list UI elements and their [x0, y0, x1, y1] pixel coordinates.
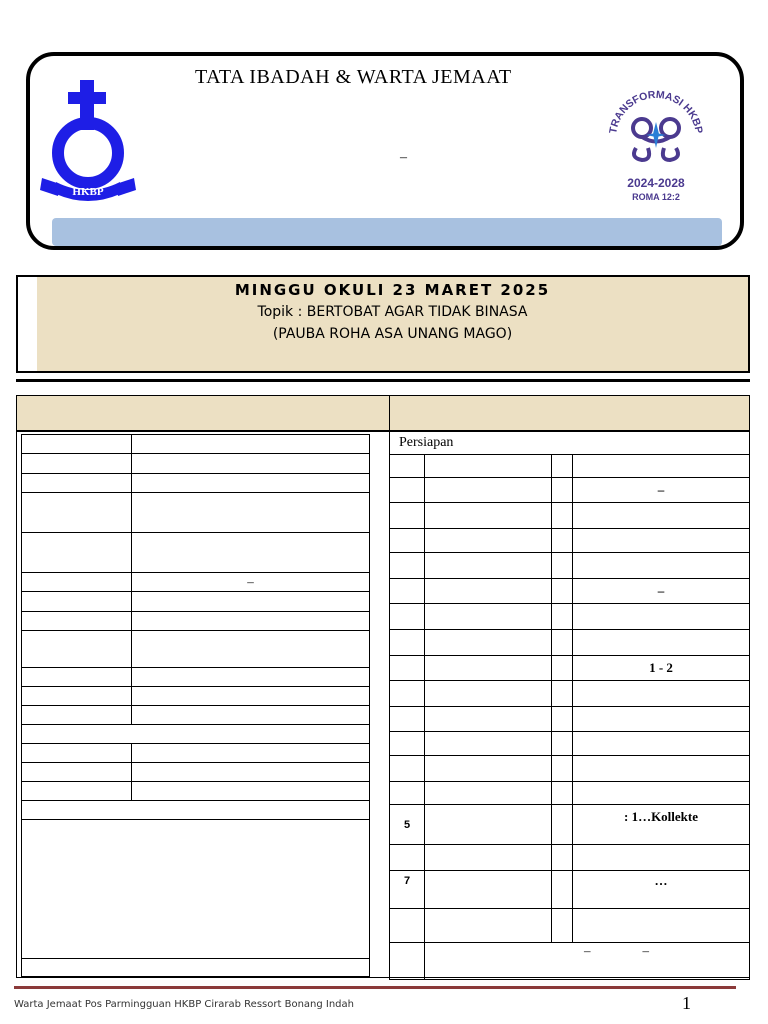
table-cell — [22, 435, 132, 454]
table-cell — [425, 871, 552, 909]
row-number — [390, 579, 425, 604]
table-cell — [552, 656, 573, 681]
row-number — [390, 656, 425, 681]
page-number: 1 — [682, 993, 691, 1013]
row-detail — [573, 529, 750, 553]
header-dash: – — [400, 150, 407, 165]
table-cell — [425, 455, 552, 478]
topic-title: Topik : BERTOBAT AGAR TIDAK BINASA — [257, 304, 528, 320]
row-detail: – – — [425, 943, 750, 980]
table-cell — [132, 687, 370, 706]
persiapan-label: Persiapan — [399, 435, 454, 450]
table-cell — [552, 805, 573, 845]
table-cell — [425, 707, 552, 732]
row-number — [390, 707, 425, 732]
table-cell — [552, 732, 573, 756]
table-cell — [132, 592, 370, 612]
table-cell — [22, 744, 132, 763]
table-cell — [132, 763, 370, 782]
table-cell — [22, 687, 132, 706]
table-cell — [552, 756, 573, 782]
table-cell — [22, 706, 132, 725]
row-number — [390, 756, 425, 782]
table-cell — [552, 553, 573, 579]
svg-text:HKBP: HKBP — [72, 186, 104, 198]
table-cell — [22, 763, 132, 782]
table-cell — [552, 630, 573, 656]
table-cell — [132, 744, 370, 763]
table-cell — [132, 612, 370, 631]
row-detail: 1 - 2 — [573, 656, 750, 681]
table-cell — [425, 503, 552, 529]
table-cell — [132, 435, 370, 454]
table-cell — [552, 478, 573, 503]
table-cell — [132, 454, 370, 474]
topic-subtitle: (PAUBA ROHA ASA UNANG MAGO) — [272, 326, 513, 342]
row-detail: : 1…Kollekte — [573, 805, 750, 845]
left-notes-box — [21, 819, 370, 959]
row-detail — [573, 503, 750, 529]
table-cell — [132, 474, 370, 493]
table-cell-dash: – — [132, 573, 370, 592]
table-cell — [425, 478, 552, 503]
table-cell — [425, 630, 552, 656]
row-number — [390, 478, 425, 503]
row-detail — [573, 681, 750, 707]
table-cell — [425, 756, 552, 782]
table-cell — [22, 493, 132, 533]
table-cell — [552, 782, 573, 805]
row-number — [390, 630, 425, 656]
table-cell — [425, 909, 552, 943]
table-cell — [425, 579, 552, 604]
transformasi-verse: ROMA 12:2 — [632, 192, 680, 202]
row-number — [390, 782, 425, 805]
table-cell — [425, 553, 552, 579]
liturgy-table — [389, 454, 750, 980]
svg-text:TRANSFORMASI HKBP: TRANSFORMASI HKBP — [607, 88, 705, 135]
table-cell — [22, 474, 132, 493]
left-info-table — [21, 434, 370, 820]
service-date-title: MINGGU OKULI 23 MARET 2025 — [234, 281, 551, 299]
table-cell — [22, 573, 132, 592]
table-cell — [132, 706, 370, 725]
row-number — [390, 732, 425, 756]
footer-text: Warta Jemaat Pos Parmingguan HKBP Cirarab Ressort Bonang Indah — [14, 999, 354, 1010]
table-cell — [552, 579, 573, 604]
table-cell — [425, 529, 552, 553]
table-cell — [552, 681, 573, 707]
hkbp-logo — [38, 78, 138, 203]
table-cell — [22, 612, 132, 631]
row-number — [390, 943, 425, 980]
table-cell — [552, 707, 573, 732]
row-number — [390, 455, 425, 478]
table-cell — [552, 871, 573, 909]
row-detail — [573, 909, 750, 943]
table-cell — [552, 455, 573, 478]
row-detail — [573, 707, 750, 732]
table-cell-span — [22, 725, 370, 744]
row-detail: – — [573, 579, 750, 604]
row-detail — [573, 604, 750, 630]
left-column-header — [16, 395, 390, 431]
table-cell — [552, 604, 573, 630]
table-cell — [22, 668, 132, 687]
table-cell — [22, 454, 132, 474]
transformasi-years: 2024-2028 — [627, 176, 685, 190]
row-detail: … — [573, 871, 750, 909]
row-detail — [573, 845, 750, 871]
table-cell — [132, 631, 370, 668]
table-cell — [22, 533, 132, 573]
row-detail — [573, 782, 750, 805]
table-cell — [552, 845, 573, 871]
section-divider — [16, 379, 750, 382]
row-detail — [573, 756, 750, 782]
table-cell — [425, 656, 552, 681]
table-cell — [22, 631, 132, 668]
table-cell — [132, 533, 370, 573]
row-number — [390, 503, 425, 529]
table-cell — [22, 782, 132, 801]
table-cell — [552, 909, 573, 943]
row-number — [390, 529, 425, 553]
table-cell — [425, 845, 552, 871]
table-cell — [552, 529, 573, 553]
row-detail — [573, 732, 750, 756]
header-blue-bar — [52, 218, 722, 246]
table-cell — [425, 732, 552, 756]
table-cell — [132, 668, 370, 687]
row-number — [390, 845, 425, 871]
table-cell — [425, 604, 552, 630]
table-cell-span — [22, 801, 370, 820]
row-detail — [573, 630, 750, 656]
table-cell — [552, 503, 573, 529]
table-cell — [132, 782, 370, 801]
row-number — [390, 604, 425, 630]
row-number — [390, 681, 425, 707]
header-title: TATA IBADAH & WARTA JEMAAT — [195, 66, 512, 88]
table-cell — [425, 805, 552, 845]
footer-rule — [14, 986, 736, 989]
table-cell — [132, 493, 370, 533]
table-cell — [22, 592, 132, 612]
table-cell — [425, 782, 552, 805]
row-number: 7 — [390, 871, 425, 909]
table-cell — [425, 681, 552, 707]
left-footer-row — [21, 958, 370, 977]
row-detail — [573, 455, 750, 478]
row-detail — [573, 553, 750, 579]
row-number: 5 — [390, 805, 425, 845]
right-column-header — [389, 395, 750, 431]
row-number — [390, 553, 425, 579]
row-detail: – — [573, 478, 750, 503]
row-number — [390, 909, 425, 943]
